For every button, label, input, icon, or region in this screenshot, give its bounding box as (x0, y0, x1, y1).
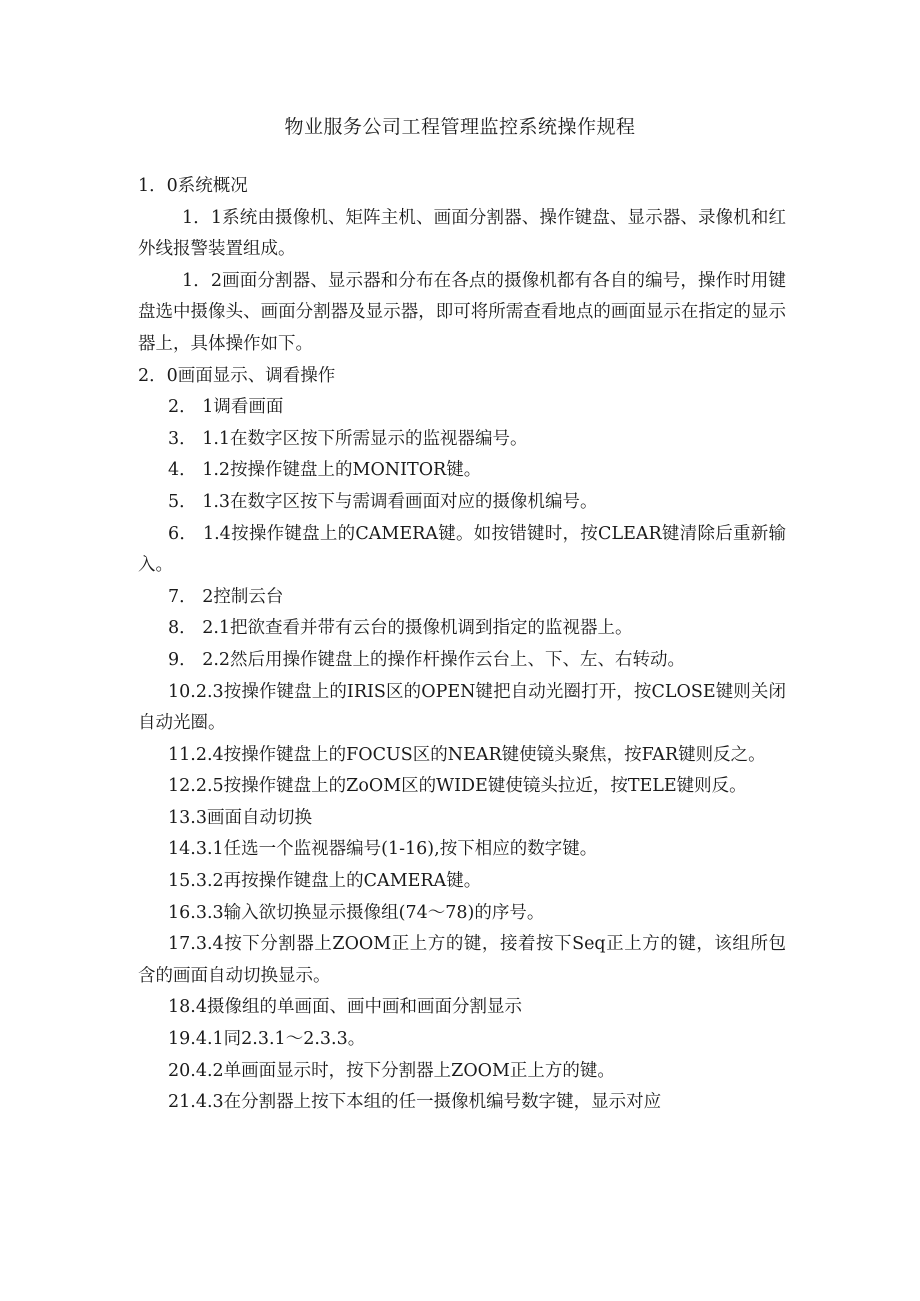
list-item: 6． 1.4按操作键盘上的CAMERA键。如按错键时，按CLEAR键清除后重新输入。 (138, 523, 786, 576)
list-item: 7． 2控制云台 (168, 586, 284, 607)
list-item: 17.3.4按下分割器上ZOOM正上方的键，接着按下Seq正上方的键，该组所包含的画面自动切换显示。 (138, 934, 786, 986)
list-item: 5． 1.3在数字区按下与需调看画面对应的摄像机编号。 (168, 491, 598, 512)
list-item: 4． 1.2按操作键盘上的MONITOR键。 (168, 460, 482, 481)
list-item: 14.3.1任选一个监视器编号(1-16),按下相应的数字键。 (168, 839, 598, 860)
list-item: 15.3.2再按操作键盘上的CAMERA键。 (168, 871, 482, 892)
list-item: 11.2.4按操作键盘上的FOCUS区的NEAR键使镜头聚焦，按FAR键则反之。 (168, 744, 766, 765)
paragraph: 1．1系统由摄像机、矩阵主机、画面分割器、操作键盘、显示器、录像机和红外线报警装置组成。 (138, 207, 786, 260)
list-item: 19.4.1同2.3.1～2.3.3。 (168, 1029, 366, 1050)
list-item: 8． 2.1把欲查看并带有云台的摄像机调到指定的监视器上。 (168, 618, 633, 639)
list-item: 16.3.3输入欲切换显示摄像组(74～78)的序号。 (168, 902, 545, 923)
list-item: 21.4.3在分割器上按下本组的任一摄像机编号数字键，显示对应 (168, 1092, 662, 1113)
list-item: 12.2.5按操作键盘上的ZoOM区的WIDE键使镜头拉近，按TELE键则反。 (168, 776, 747, 797)
section-heading: 1．0系统概况 (138, 176, 248, 196)
list-item: 9． 2.2然后用操作键盘上的操作杆操作云台上、下、左、右转动。 (168, 649, 686, 670)
document-body (138, 171, 786, 1119)
list-item: 13.3画面自动切换 (168, 807, 312, 828)
document-title: 物业服务公司工程管理监控系统操作规程 (284, 116, 636, 138)
section-heading: 2．0画面显示、调看操作 (138, 365, 336, 386)
list-item: 10.2.3按操作键盘上的IRIS区的OPEN键把自动光圈打开，按CLOSE键则关闭自动光圈。 (138, 681, 786, 734)
paragraph: 1．2画面分割器、显示器和分布在各点的摄像机都有各自的编号，操作时用键盘选中摄像头、画面分割器及显示器，即可将所需查看地点的画面显示在指定的显示器上，具体操作如下。 (138, 270, 786, 354)
list-item: 20.4.2单画面显示时，按下分割器上ZOOM正上方的键。 (168, 1060, 615, 1081)
list-item: 3． 1.1在数字区按下所需显示的监视器编号。 (168, 428, 528, 449)
list-item: 18.4摄像组的单画面、画中画和画面分割显示 (168, 997, 522, 1018)
list-item: 2． 1调看画面 (168, 397, 284, 418)
